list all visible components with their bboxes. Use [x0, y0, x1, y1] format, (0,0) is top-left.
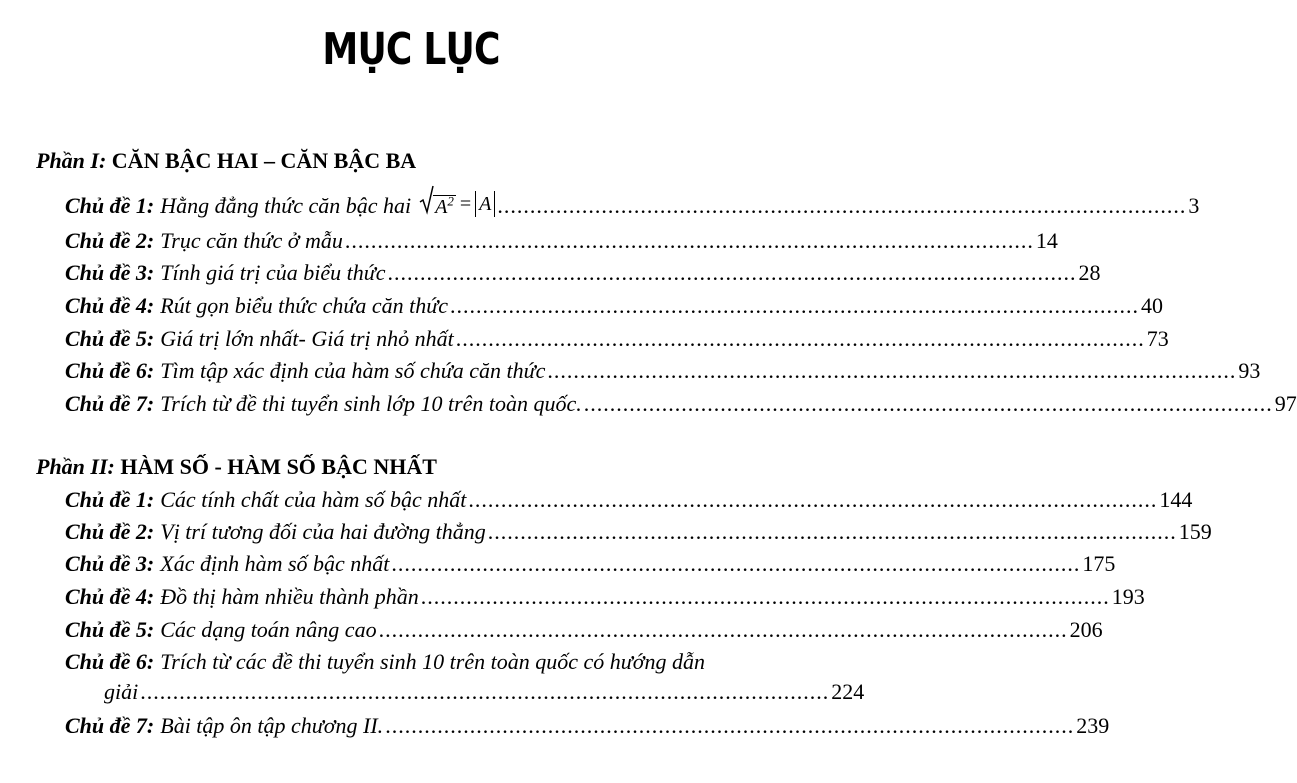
topic-label: Chủ đề 7:: [65, 713, 155, 738]
leader-dots: ..........................................................................................................: [449, 293, 1139, 318]
sqrt-symbol: [419, 188, 456, 220]
page-number: 14: [1035, 228, 1058, 253]
part-label: Phần I:: [36, 148, 107, 173]
leader-dots: ..........................................................................................................: [420, 584, 1110, 609]
leader-dots: ..........................................................................................................: [547, 358, 1237, 383]
topic-title: Trích từ các đề thi tuyển sinh 10 trên toàn quốc có hướng dẫn: [160, 649, 705, 674]
topic-label: Chủ đề 7:: [65, 391, 155, 416]
toc-entry[interactable]: [65, 551, 1116, 577]
page-number: 175: [1082, 551, 1116, 576]
topic-title: Vị trí tương đối của hai đường thẳng: [160, 519, 486, 544]
topic-title: Các dạng toán nâng cao: [160, 617, 377, 642]
topic-label: Chủ đề 3:: [65, 551, 155, 576]
toc-entry-continuation[interactable]: [104, 679, 865, 705]
leader-dots: ..........................................................................................................: [387, 260, 1077, 285]
toc-entry[interactable]: [65, 293, 1163, 319]
page-title: MỤC LỤC: [322, 24, 500, 75]
leader-dots: ..........................................................................................................: [378, 617, 1068, 642]
equals-sign: =: [459, 192, 472, 215]
exponent: 2: [447, 193, 454, 208]
topic-title: Hằng đẳng thức căn bậc hai: [160, 192, 412, 218]
leader-dots: ..........................................................................................................: [583, 391, 1273, 416]
page-number: 206: [1069, 617, 1103, 642]
page-number: 28: [1078, 260, 1101, 285]
radicand: A: [435, 195, 448, 218]
toc-entry[interactable]: [65, 326, 1169, 352]
toc-entry[interactable]: [65, 584, 1145, 610]
page-number: 159: [1178, 519, 1212, 544]
topic-title: Giá trị lớn nhất- Giá trị nhỏ nhất: [160, 326, 454, 351]
part-heading: [36, 454, 437, 480]
part-heading: [36, 148, 416, 174]
page-number: 239: [1076, 713, 1110, 738]
topic-label: Chủ đề 3:: [65, 260, 155, 285]
topic-title: Tính giá trị của biểu thức: [160, 260, 386, 285]
page-number: 224: [831, 679, 865, 704]
topic-label: Chủ đề 6:: [65, 649, 155, 674]
leader-dots: ..........................................................................................................: [140, 679, 830, 704]
part-label: Phần II:: [36, 454, 115, 479]
page-number: 193: [1111, 584, 1145, 609]
page-number: 93: [1238, 358, 1261, 383]
page-number: 3: [1188, 192, 1200, 218]
topic-title: Xác định hàm số bậc nhất: [160, 551, 390, 576]
sqrt-formula: [419, 188, 495, 220]
leader-dots: ..........................................................................................................: [487, 519, 1177, 544]
leader-dots: ..........................................................................................................: [497, 192, 1187, 218]
topic-title: Rút gọn biểu thức chứa căn thức: [160, 293, 448, 318]
page-number: 144: [1159, 487, 1193, 512]
toc-entry[interactable]: [65, 260, 1101, 286]
topic-title: Trích từ đề thi tuyển sinh lớp 10 trên toàn quốc.: [160, 391, 582, 416]
toc-entry[interactable]: [65, 713, 1110, 739]
part-title: HÀM SỐ - HÀM SỐ BẬC NHẤT: [120, 454, 437, 479]
topic-title: Đồ thị hàm nhiều thành phần: [160, 584, 419, 609]
toc-entry[interactable]: [65, 358, 1261, 384]
topic-title: Bài tập ôn tập chương II.: [160, 713, 384, 738]
absolute-value: A: [475, 191, 495, 217]
topic-label: Chủ đề 5:: [65, 326, 155, 351]
toc-entry[interactable]: [65, 228, 1058, 254]
toc-entry[interactable]: [65, 487, 1193, 513]
toc-entry[interactable]: [65, 519, 1212, 545]
topic-label: Chủ đề 5:: [65, 617, 155, 642]
topic-title: Tìm tập xác định của hàm số chứa căn thức: [160, 358, 546, 383]
leader-dots: ..........................................................................................................: [455, 326, 1145, 351]
topic-title: Các tính chất của hàm số bậc nhất: [160, 487, 467, 512]
topic-title: Trục căn thức ở mẫu: [160, 228, 343, 253]
topic-label: Chủ đề 4:: [65, 293, 155, 318]
leader-dots: ..........................................................................................................: [391, 551, 1081, 576]
topic-label: Chủ đề 2:: [65, 228, 155, 253]
page-number: 97: [1274, 391, 1297, 416]
leader-dots: ..........................................................................................................: [344, 228, 1034, 253]
topic-label: Chủ đề 6:: [65, 358, 155, 383]
leader-dots: ..........................................................................................................: [385, 713, 1075, 738]
topic-label: Chủ đề 1:: [65, 192, 155, 218]
page-number: 73: [1146, 326, 1169, 351]
toc-entry[interactable]: [65, 649, 773, 675]
topic-label: Chủ đề 4:: [65, 584, 155, 609]
toc-entry[interactable]: [65, 391, 1297, 417]
topic-label: Chủ đề 1:: [65, 487, 155, 512]
toc-entry[interactable]: [65, 188, 1200, 220]
leader-dots: ..........................................................................................................: [468, 487, 1158, 512]
topic-title-continuation: giải: [104, 679, 139, 704]
topic-label: Chủ đề 2:: [65, 519, 155, 544]
page-number: 40: [1140, 293, 1163, 318]
part-title: CĂN BẬC HAI – CĂN BẬC BA: [111, 148, 417, 173]
toc-entry[interactable]: [65, 617, 1103, 643]
